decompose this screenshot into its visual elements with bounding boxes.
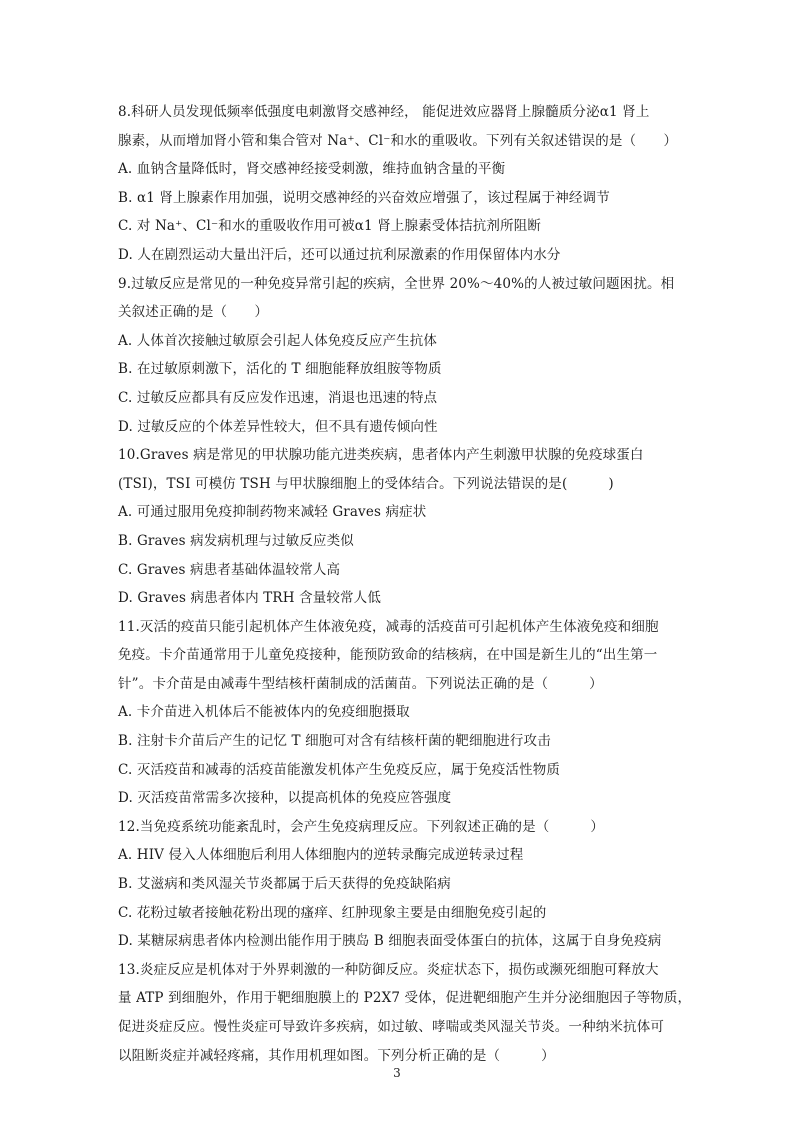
stem-line: 11.灭活的疫苗只能引起机体产生体液免疫，减毒的活疫苗可引起机体产生体液免疫和细胞 [118,618,659,635]
question-9 [118,270,692,442]
stem-line: 腺素，从而增加肾小管和集合管对 Na⁺、Cl⁻和水的重吸收。下列有关叙述错误的是（ ） [118,132,678,149]
answer-option-d: D. 某糖尿病患者体内检测出能作用于胰岛 B 细胞表面受体蛋白的抗体，这属于自身免疫病 [118,933,662,950]
question-12 [118,813,692,956]
answer-option-a: A. 血钠含量降低时，肾交感神经接受刺激，维持血钠含量的平衡 [118,161,506,178]
stem-line: 12.当免疫系统功能紊乱时，会产生免疫病理反应。下列叙述正确的是（ ） [118,818,605,835]
stem-line: 10.Graves 病是常见的甲状腺功能亢进类疾病，患者体内产生刺激甲状腺的免疫球蛋白 [118,447,644,464]
answer-option-a: A. HIV 侵入人体细胞后利用人体细胞内的逆转录酶完成逆转录过程 [118,847,524,864]
answer-option-c: C. 过敏反应都具有反应发作迅速，消退也迅速的特点 [118,389,438,406]
answer-option-a: A. 可通过服用免疫抑制药物来减轻 Graves 病症状 [118,504,427,521]
question-stem [118,613,692,699]
question-8 [118,98,692,270]
answer-option-c: C. 花粉过敏者接触花粉出现的瘙痒、红肿现象主要是由细胞免疫引起的 [118,904,547,921]
answer-option-d: D. 过敏反应的个体差异性较大，但不具有遗传倾向性 [118,418,438,435]
answer-option-b: B. α1 肾上腺素作用加强，说明交感神经的兴奋效应增强了，该过程属于神经调节 [118,189,610,206]
answer-option-b: B. Graves 病发病机理与过敏反应类似 [118,532,354,549]
answer-option-c: C. 对 Na⁺、Cl⁻和水的重吸收作用可被α1 肾上腺素受体拮抗剂所阻断 [118,218,542,235]
answer-option-b: B. 艾滋病和类风湿关节炎都属于后天获得的免疫缺陷病 [118,876,451,893]
stem-line: 9.过敏反应是常见的一种免疫异常引起的疾病，全世界 20%～40%的人被过敏问题困扰。相 [118,275,675,292]
answer-option-b: B. 在过敏原刺激下，活化的 T 细胞能释放组胺等物质 [118,361,442,378]
question-11 [118,613,692,813]
answer-option-d: D. 人在剧烈运动大量出汗后，还可以通过抗利尿激素的作用保留体内水分 [118,246,561,263]
stem-line: (TSI)，TSI 可模仿 TSH 与甲状腺细胞上的受体结合。下列说法错误的是( ) [118,475,614,492]
question-13 [118,956,692,1070]
stem-line: 13.炎症反应是机体对于外界刺激的一种防御反应。炎症状态下，损伤或濒死细胞可释放大 [118,961,659,978]
answer-option-c: C. Graves 病患者基础体温较常人高 [118,561,341,578]
stem-line: 促进炎症反应。慢性炎症可导致许多疾病，如过敏、哮喘或类风湿关节炎。一种纳米抗体可 [118,1019,664,1035]
answer-option-a: A. 人体首次接触过敏原会引起人体免疫反应产生抗体 [118,332,438,349]
page-number: 3 [393,1066,401,1080]
question-stem [118,98,692,155]
question-stem [118,441,692,498]
question-stem [118,956,692,1070]
answer-option-a: A. 卡介苗进入机体后不能被体内的免疫细胞摄取 [118,704,410,721]
stem-line: 量 ATP 到细胞外，作用于靶细胞膜上的 P2X7 受体，促进靶细胞产生并分泌细胞因子等物质， [118,990,692,1007]
stem-line: 针”。卡介苗是由减毒牛型结核杆菌制成的活菌苗。下列说法正确的是（ ） [118,675,603,692]
answer-option-b: B. 注射卡介苗后产生的记忆 T 细胞可对含有结核杆菌的靶细胞进行攻击 [118,733,551,750]
answer-option-d: D. 灭活疫苗常需多次接种，以提高机体的免疫应答强度 [118,790,452,807]
answer-option-c: C. 灭活疫苗和减毒的活疫苗能激发机体产生免疫反应，属于免疫活性物质 [118,761,561,778]
question-list [118,98,692,1070]
question-stem [118,813,692,842]
question-stem [118,270,692,327]
stem-line: 以阻断炎症并减轻疼痛，其作用机理如图。下列分析正确的是（ ） [118,1047,555,1064]
stem-line: 8.科研人员发现低频率低强度电刺激肾交感神经， 能促进效应器肾上腺髓质分泌α1 肾上 [118,104,650,120]
stem-line: 免疫。卡介苗通常用于儿童免疫接种，能预防致命的结核病，在中国是新生儿的“出生第一 [118,647,658,664]
answer-option-d: D. Graves 病患者体内 TRH 含量较常人低 [118,590,381,607]
stem-line: 关叙述正确的是（ ） [118,304,269,321]
question-10 [118,441,692,613]
